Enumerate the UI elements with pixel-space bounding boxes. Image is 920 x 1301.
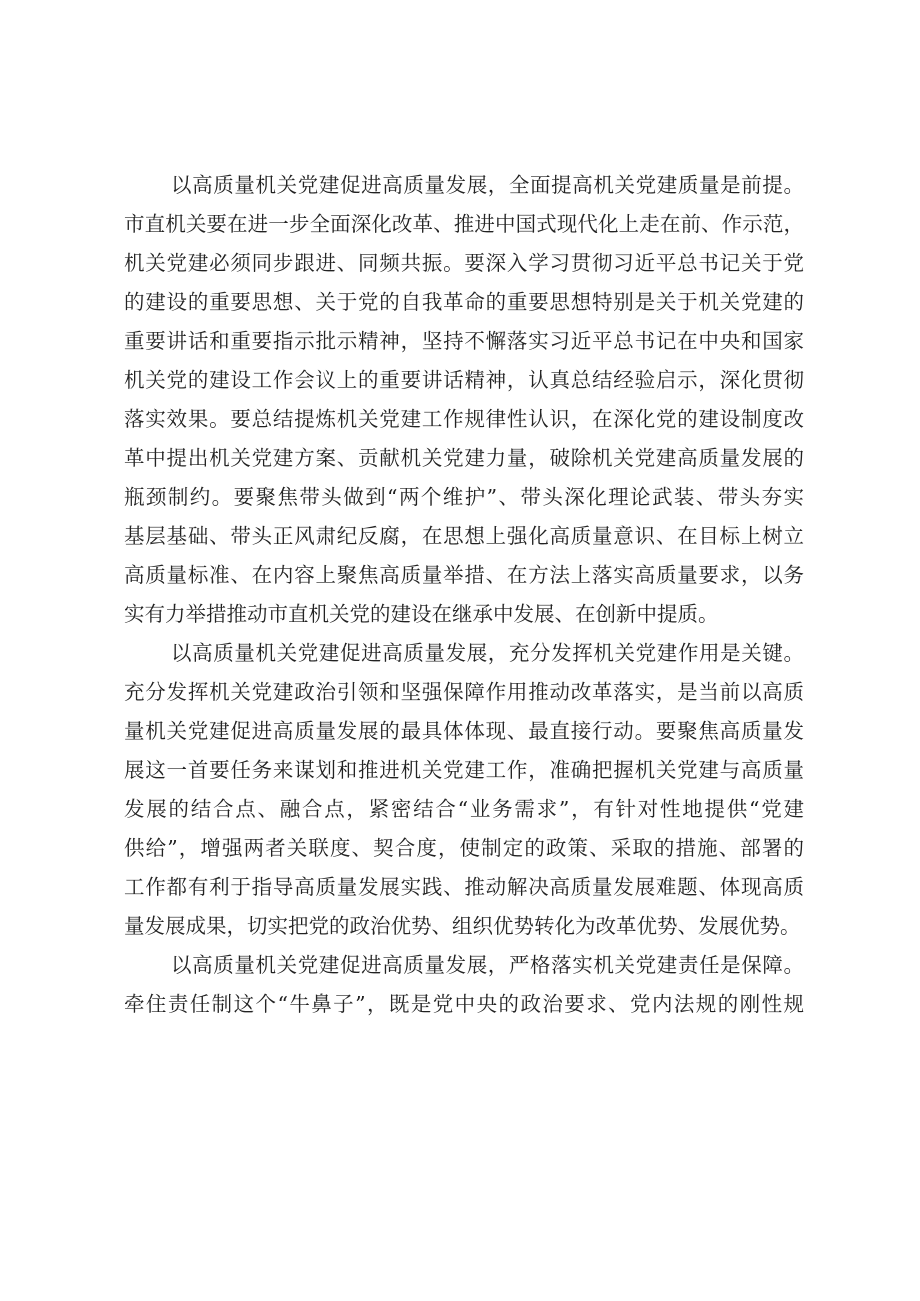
text-line: 基层基础、带头正风肃纪反腐，在思想上强化高质量意识、在目标上树立 [124,524,804,548]
text-line: 实有力举措推动市直机关党的建设在继承中发展、在创新中提质。 [124,602,719,626]
paragraph-1 [124,166,804,634]
text-line: 革中提出机关党建方案、贡献机关党建力量，破除机关党建高质量发展的 [124,446,804,470]
text-line: 发展的结合点、融合点，紧密结合“业务需求”，有针对性地提供“党建 [124,797,804,821]
text-line: 量机关党建促进高质量发展的最具体体现、最直接行动。要聚焦高质量发 [124,719,804,743]
text-line: 展这一首要任务来谋划和推进机关党建工作，准确把握机关党建与高质量 [124,758,804,782]
text-line: 充分发挥机关党建政治引领和坚强保障作用推动改革落实，是当前以高质 [124,680,804,704]
text-line: 的建设的重要思想、关于党的自我革命的重要思想特别是关于机关党建的 [124,290,804,314]
text-line: 供给”，增强两者关联度、契合度，使制定的政策、采取的措施、部署的 [124,836,804,860]
text-line: 高质量标准、在内容上聚焦高质量举措、在方法上落实高质量要求，以务 [124,563,804,587]
text-line: 以高质量机关党建促进高质量发展，充分发挥机关党建作用是关键。 [171,641,804,665]
text-line: 工作都有利于指导高质量发展实践、推动解决高质量发展难题、体现高质 [124,875,804,899]
text-line: 以高质量机关党建促进高质量发展，全面提高机关党建质量是前提。 [171,173,804,197]
paragraph-2 [124,634,804,946]
text-line: 机关党的建设工作会议上的重要讲话精神，认真总结经验启示，深化贯彻 [124,368,804,392]
text-line: 落实效果。要总结提炼机关党建工作规律性认识，在深化党的建设制度改 [124,407,804,431]
text-line: 牵住责任制这个“牛鼻子”，既是党中央的政治要求、党内法规的刚性规 [124,992,804,1016]
text-line: 重要讲话和重要指示批示精神，坚持不懈落实习近平总书记在中央和国家 [124,329,804,353]
text-line: 市直机关要在进一步全面深化改革、推进中国式现代化上走在前、作示范， [124,212,804,236]
text-line: 以高质量机关党建促进高质量发展，严格落实机关党建责任是保障。 [171,953,804,977]
text-line: 量发展成果，切实把党的政治优势、组织优势转化为改革优势、发展优势。 [124,914,801,938]
document-body [124,166,804,1024]
paragraph-3 [124,946,804,1024]
text-line: 机关党建必须同步跟进、同频共振。要深入学习贯彻习近平总书记关于党 [124,251,804,275]
text-line: 瓶颈制约。要聚焦带头做到“两个维护”、带头深化理论武装、带头夯实 [124,485,804,509]
